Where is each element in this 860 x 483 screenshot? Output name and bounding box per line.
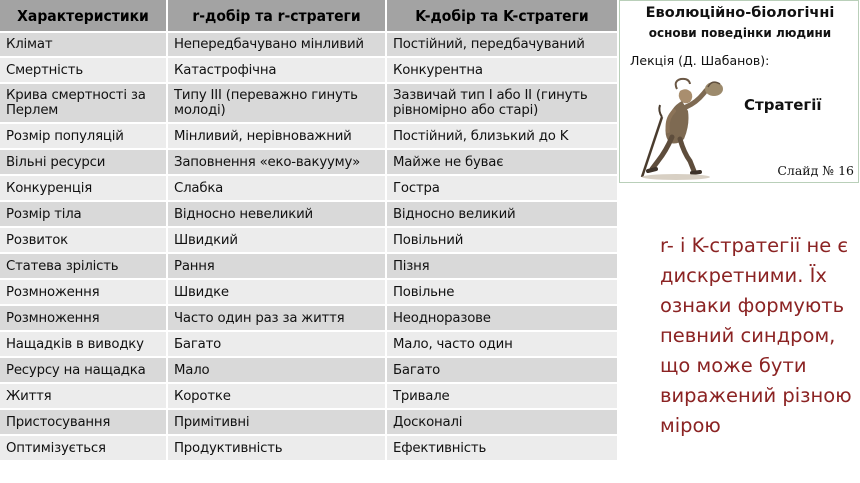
cell-k-strategy: Досконалі: [386, 409, 618, 435]
cell-k-strategy: Постійний, передбачуваний: [386, 32, 618, 57]
table-row: [0, 383, 618, 409]
cell-r-strategy: Мало: [167, 357, 386, 383]
cell-r-strategy: Слабка: [167, 175, 386, 201]
cell-characteristic: Конкуренція: [0, 175, 167, 201]
cell-r-strategy: Швидке: [167, 279, 386, 305]
cell-k-strategy: Зазвичай тип I або II (гинуть рівномірно або старі): [386, 83, 618, 123]
cell-k-strategy: Багато: [386, 357, 618, 383]
cell-characteristic: Ресурсу на нащадка: [0, 357, 167, 383]
cell-k-strategy: Мало, часто один: [386, 331, 618, 357]
cell-r-strategy: Часто один раз за життя: [167, 305, 386, 331]
slide-title: Еволюційно-біологічні: [645, 5, 835, 21]
table-row: [0, 123, 618, 149]
table-row: [0, 227, 618, 253]
cell-characteristic: Крива смертності за Перлем: [0, 83, 167, 123]
cell-r-strategy: Заповнення «еко-вакууму»: [167, 149, 386, 175]
cell-r-strategy: Катастрофічна: [167, 57, 386, 83]
table-body: [0, 32, 618, 461]
cell-k-strategy: Гостра: [386, 175, 618, 201]
cell-characteristic: Нащадків в виводку: [0, 331, 167, 357]
cell-r-strategy: Багато: [167, 331, 386, 357]
cell-k-strategy: Повільний: [386, 227, 618, 253]
cell-characteristic: Клімат: [0, 32, 167, 57]
header-characteristics: Характеристики: [0, 0, 167, 32]
cell-characteristic: Смертність: [0, 57, 167, 83]
cell-r-strategy: Непередбачувано мінливий: [167, 32, 386, 57]
lecture-author: Лекція (Д. Шабанов):: [630, 53, 770, 68]
cell-k-strategy: Тривале: [386, 383, 618, 409]
table-row: [0, 435, 618, 461]
cell-r-strategy: Типу III (переважно гинуть молоді): [167, 83, 386, 123]
cell-r-strategy: Коротке: [167, 383, 386, 409]
table-row: [0, 409, 618, 435]
strategies-label: Стратегії: [744, 96, 822, 114]
cell-characteristic: Розмноження: [0, 305, 167, 331]
table-row: [0, 279, 618, 305]
table-row: [0, 57, 618, 83]
cell-characteristic: Вільні ресурси: [0, 149, 167, 175]
strategy-note: r- і K-стратегії не є дискретними. Їх ознаки формують певний синдром, що може бути виражений різною мірою: [660, 234, 852, 437]
cell-k-strategy: Неодноразове: [386, 305, 618, 331]
cell-characteristic: Розмноження: [0, 279, 167, 305]
header-r-strategy: r-добір та r-стратеги: [167, 0, 386, 32]
table-row: [0, 201, 618, 227]
cell-r-strategy: Мінливий, нерівноважний: [167, 123, 386, 149]
cell-characteristic: Розвиток: [0, 227, 167, 253]
cell-k-strategy: Постійний, близький до K: [386, 123, 618, 149]
cell-k-strategy: Ефективність: [386, 435, 618, 461]
table-row: [0, 149, 618, 175]
table-row: [0, 253, 618, 279]
slide-info-box: [619, 0, 859, 183]
cell-characteristic: Пристосування: [0, 409, 167, 435]
table-row: [0, 357, 618, 383]
cell-k-strategy: Конкурентна: [386, 57, 618, 83]
table-row: [0, 331, 618, 357]
cell-r-strategy: Швидкий: [167, 227, 386, 253]
cell-characteristic: Розмір тіла: [0, 201, 167, 227]
cell-characteristic: Оптимізується: [0, 435, 167, 461]
cell-k-strategy: Пізня: [386, 253, 618, 279]
cell-k-strategy: Майже не буває: [386, 149, 618, 175]
hermit-figure-illustration: [622, 77, 738, 181]
slide-number: Слайд № 16: [777, 163, 854, 178]
slide-subtitle: основи поведінки людини: [648, 26, 832, 40]
table-header-row: [0, 0, 618, 32]
table-row: [0, 175, 618, 201]
table-row: [0, 83, 618, 123]
table-row: [0, 305, 618, 331]
cell-r-strategy: Продуктивність: [167, 435, 386, 461]
cell-r-strategy: Рання: [167, 253, 386, 279]
cell-r-strategy: Примітивні: [167, 409, 386, 435]
cell-k-strategy: Відносно великий: [386, 201, 618, 227]
cell-k-strategy: Повільне: [386, 279, 618, 305]
cell-r-strategy: Відносно невеликий: [167, 201, 386, 227]
cell-characteristic: Життя: [0, 383, 167, 409]
cell-characteristic: Статева зрілість: [0, 253, 167, 279]
header-k-strategy: K-добір та K-стратеги: [386, 0, 618, 32]
cell-characteristic: Розмір популяцій: [0, 123, 167, 149]
table-row: [0, 32, 618, 57]
